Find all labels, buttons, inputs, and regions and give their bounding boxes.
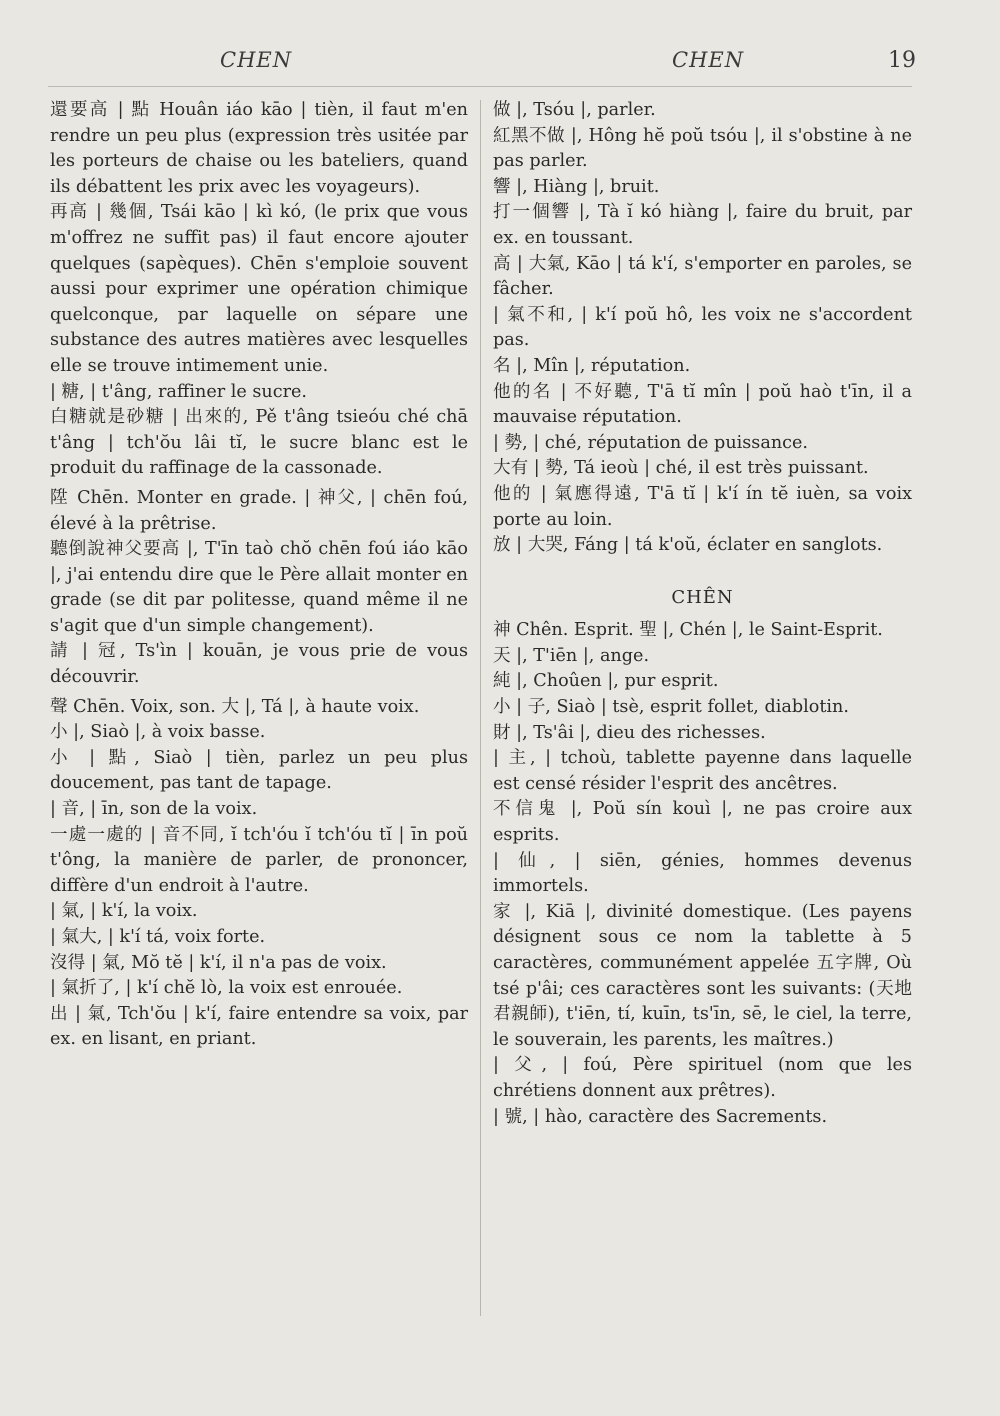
running-header-left: CHEN [220, 48, 293, 72]
entry: | 氣折了, | k'í chĕ lò, la voix est enrouée. [50, 978, 403, 999]
entry: 出 | 氣, Tch'ŏu | k'í, faire entendre sa voix, par ex. en lisant, en priant. [50, 1003, 468, 1050]
entry: 再高 | 幾個, Tsái kāo | kì kó, (le prix que vous m'offrez ne suffit pas) il faut encore ajouter quelques (sapèques). Chēn s'emploie souvent aussi pour exprimer une opération chimique quelconque, par laquelle on sépare une substance des autres matières avec lesquelles elle se trouve intimement unie. [50, 202, 468, 376]
entry: 他的名 | 不好聽, T'ā tĭ mîn | poŭ haò t'īn, il a mauvaise réputation. [493, 381, 912, 428]
entry: | 號, | hào, caractère des Sacrements. [493, 1106, 828, 1127]
entry: | 仙, | siēn, génies, hommes devenus immortels. [493, 850, 912, 897]
headword-entry: 陞 Chēn. Monter en grade. | 神父, | chēn foú, élevé à la prêtrise. [50, 487, 468, 534]
entry: 高 | 大氣, Kāo | tá k'í, s'emporter en paroles, se fâcher. [493, 253, 912, 300]
entry: 打一個響 |, Tà ĭ kó hiàng |, faire du bruit, par ex. en toussant. [493, 202, 912, 248]
page-number: 19 [888, 48, 916, 73]
entry: | 音, | īn, son de la voix. [50, 799, 258, 820]
entry: | 勢, | ché, réputation de puissance. [493, 432, 809, 453]
entry: 名 |, Mîn |, réputation. [493, 355, 691, 376]
entry: 紅黑不做 |, Hông hĕ poŭ tsóu |, il s'obstine à ne pas parler. [493, 125, 912, 172]
entry: | 主, | tchoù, tablette payenne dans laquelle est censé résider l'esprit des ancêtres. [493, 748, 912, 794]
entry: 還要高 | 點 Houân iáo kāo | tièn, il faut m'en rendre un peu plus (expression très usitée par les porteurs de chaise ou les bateliers, quand ils débattent les prix avec les voyageurs). [50, 100, 468, 197]
entry: 小 | 點, Siaò | tièn, parlez un peu plus doucement, pas tant de tapage. [50, 747, 468, 794]
running-header-right: CHEN [672, 48, 745, 72]
headword-entry: 神 Chên. Esprit. 聖 |, Chén |, le Saint-Esprit. [493, 620, 883, 641]
column-divider [480, 100, 481, 1316]
entry: 財 |, Ts'âi |, dieu des richesses. [493, 722, 766, 743]
entry: 做 |, Tsóu |, parler. [493, 100, 656, 120]
entry: | 氣, | k'í, la voix. [50, 901, 198, 922]
entry: 小 | 子, Siaò | tsè, esprit follet, diablotin. [493, 697, 849, 718]
section-title: CHÊN [671, 586, 734, 608]
entry: 小 |, Siaò |, à voix basse. [50, 722, 266, 743]
entry: 純 |, Choûen |, pur esprit. [493, 671, 719, 692]
entry: 放 | 大哭, Fáng | tá k'oŭ, éclater en sanglots. [493, 535, 883, 556]
entry: | 氣大, | k'í tá, voix forte. [50, 927, 266, 947]
entry: 大有 | 勢, Tá ieoù | ché, il est très puissant. [493, 458, 869, 479]
entry: 天 |, T'iēn |, ange. [493, 645, 650, 666]
entry: | 父, | foú, Père spirituel (nom que les chrétiens donnent aux prêtres). [493, 1055, 912, 1101]
entry: 家 |, Kiā |, divinité domestique. (Les payens désignent sous ce nom la tablette à 5 caractères, communément appelée 五字牌, Où tsé p'âi; ces caractères sont les suivants: (天地君親師), t'iēn, tí, kuīn, ts'īn, sē, le ciel, la terre, le souverain, les parents, les maîtres.) [493, 901, 912, 1050]
entry: | 氣不和, | k'í poŭ hô, les voix ne s'accordent pas. [493, 304, 912, 351]
entry: | 糖, | t'âng, raffiner le sucre. [50, 381, 308, 402]
headword-entry: 聲 Chēn. Voix, son. 大 |, Tá |, à haute voix. [50, 696, 420, 717]
right-column [493, 98, 912, 1130]
entry: 響 |, Hiàng |, bruit. [493, 176, 660, 197]
entry: 聽倒說神父要高 |, T'īn taò chŏ chēn foú iáo kāo |, j'ai entendu dire que le Père allait monter en grade (se dit par politesse, quand même il ne s'agit que d'un simple changement). [50, 539, 468, 636]
entry: 他的 | 氣應得遠, T'ā tĭ | k'í ín tĕ iuèn, sa voix porte au loin. [493, 483, 912, 530]
entry: 白糖就是砂糖 | 出來的, Pě t'âng tsieóu ché chā t'âng | tch'ŏu lâi tĭ, le sucre blanc est le produit du raffinage de la cassonade. [50, 407, 468, 479]
entry: 一處一處的 | 音不同, ĭ tch'óu ĭ tch'óu tĭ | īn poŭ t'ông, la manière de parler, de prononcer, diffère d'un endroit à l'autre. [50, 824, 468, 896]
header-rule [48, 86, 912, 87]
entry: 沒得 | 氣, Mŏ tĕ | k'í, il n'a pas de voix. [50, 952, 387, 973]
left-column [50, 98, 468, 1053]
entry: 請 | 冠, Ts'ìn | kouān, je vous prie de vous découvrir. [50, 641, 468, 688]
entry: 不信鬼 |, Poŭ sín kouì |, ne pas croire aux esprits. [493, 799, 912, 846]
